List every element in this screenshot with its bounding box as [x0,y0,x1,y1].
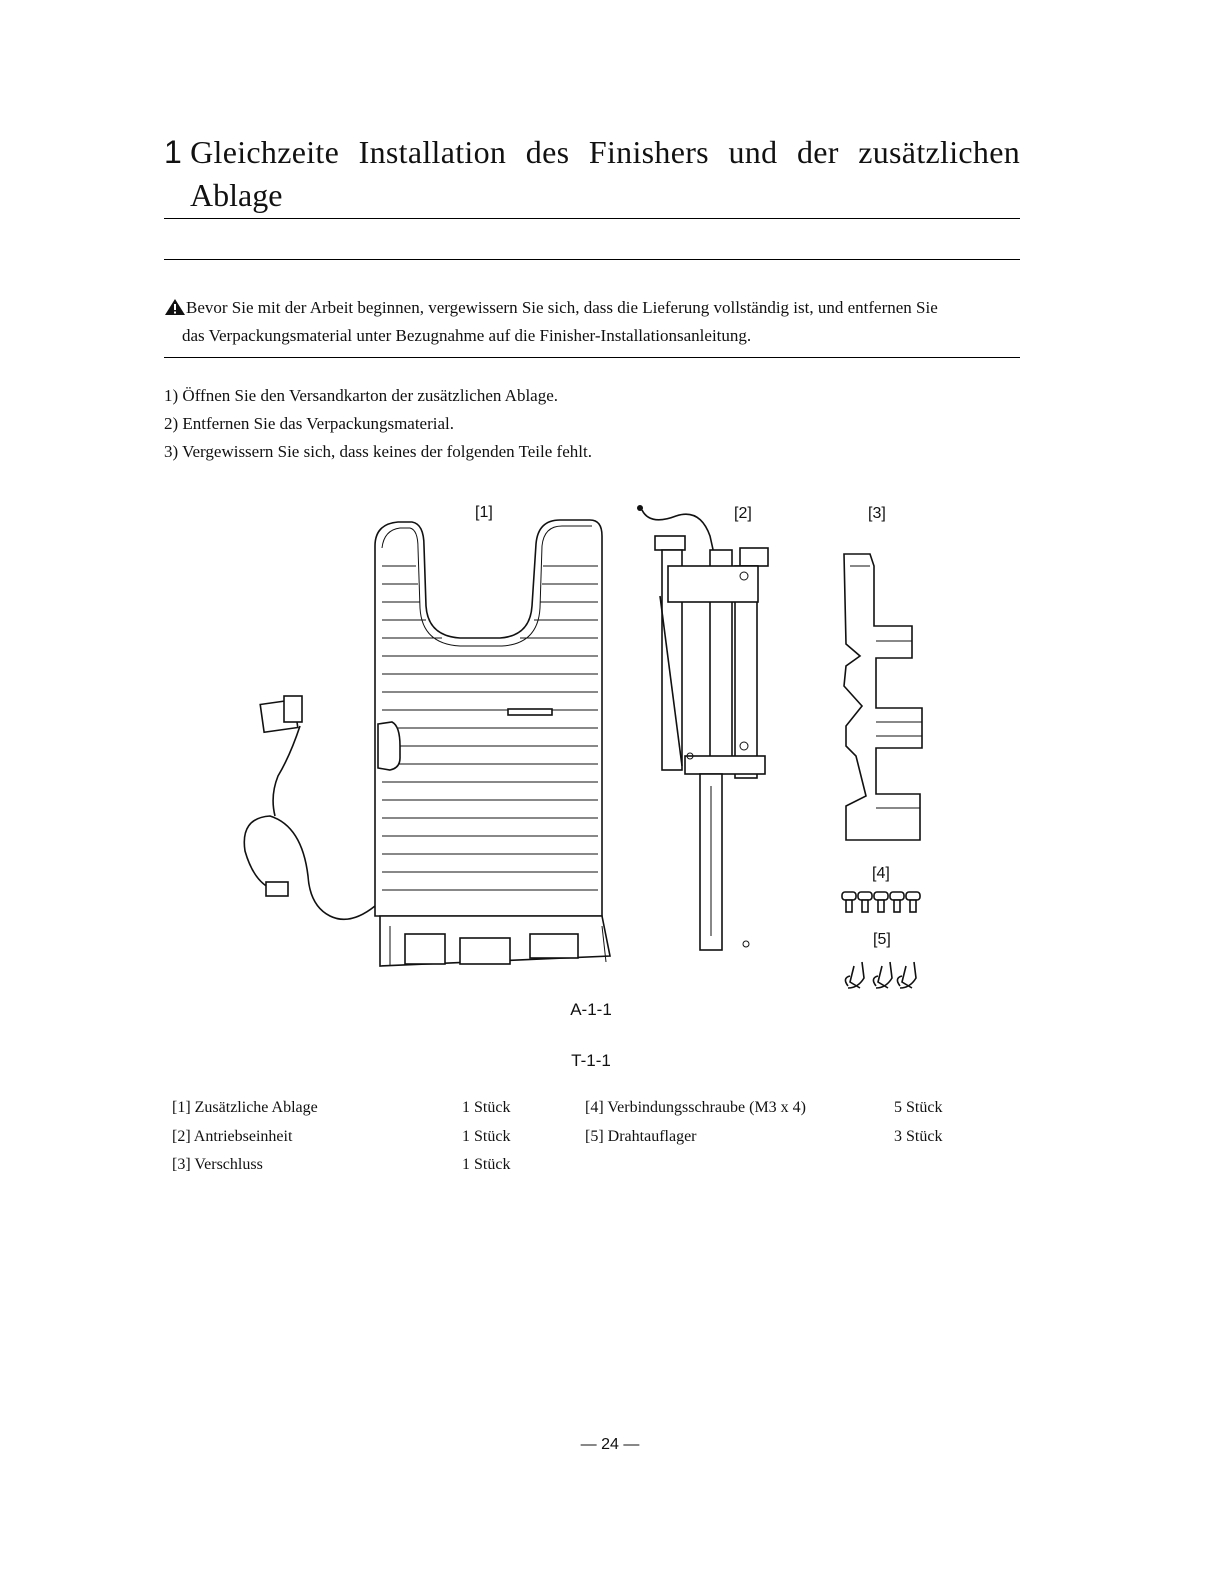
warning-line-2: das Verpackungsmaterial unter Bezugnahme auf die Finisher-Installationsanleitung. [182,326,752,345]
figure-caption: A-1-1 [570,1000,612,1019]
table-row-1-right-name: [4] Verbindungsschraube (M3 x 4) [585,1099,806,1116]
page-number: — 24 — [580,1436,640,1453]
table-row-2-right-qty: 3 Stück [894,1128,943,1145]
table-row-3-left-qty: 1 Stück [462,1156,511,1173]
label-part-1: [1] [475,504,493,521]
step-1: 1) Öffnen Sie den Versandkarton der zusätzlichen Ablage. [164,386,559,405]
step-2: 2) Entfernen Sie das Verpackungsmaterial. [164,414,455,433]
step-3: 3) Vergewissern Sie sich, dass keines der folgenden Teile fehlt. [164,442,592,461]
table-row-3-left-name: [3] Verschluss [172,1156,263,1173]
warning-top-rule [164,259,1020,260]
parts-illustration [230,496,950,996]
section-number: 1 [164,134,183,170]
table-row-1-left-name: [1] Zusätzliche Ablage [172,1099,318,1116]
label-part-4: [4] [872,865,890,882]
table-row-2-left-qty: 1 Stück [462,1128,511,1145]
warning-line-1: Bevor Sie mit der Arbeit beginnen, vergewissern Sie sich, dass die Lieferung vollständig ist, und entfernen Sie [186,298,938,317]
wire-holders-drawing [845,962,916,988]
section-title-line-2: Ablage [190,177,283,213]
tray-drawing [244,520,610,966]
section-title [164,132,1020,172]
label-part-5: [5] [873,931,891,948]
table-caption: T-1-1 [571,1051,611,1070]
warning-bottom-rule [164,357,1020,358]
table-row-2-right-name: [5] Drahtauflager [585,1128,697,1145]
warning-note [164,294,1020,350]
shutter-drawing [844,554,922,840]
section-title-line-1: Gleichzeite Installation des Finishers und der zusätzlichen [190,134,1020,170]
label-part-3: [3] [868,505,886,522]
screws-drawing [842,892,920,912]
table-row-2-left-name: [2] Antriebseinheit [172,1128,293,1145]
table-row-1-left-qty: 1 Stück [462,1099,511,1116]
label-part-2: [2] [734,505,752,522]
title-rule [164,218,1020,219]
table-row-1-right-qty: 5 Stück [894,1099,943,1116]
drive-unit-drawing [637,505,768,950]
warning-triangle-icon [164,298,186,316]
